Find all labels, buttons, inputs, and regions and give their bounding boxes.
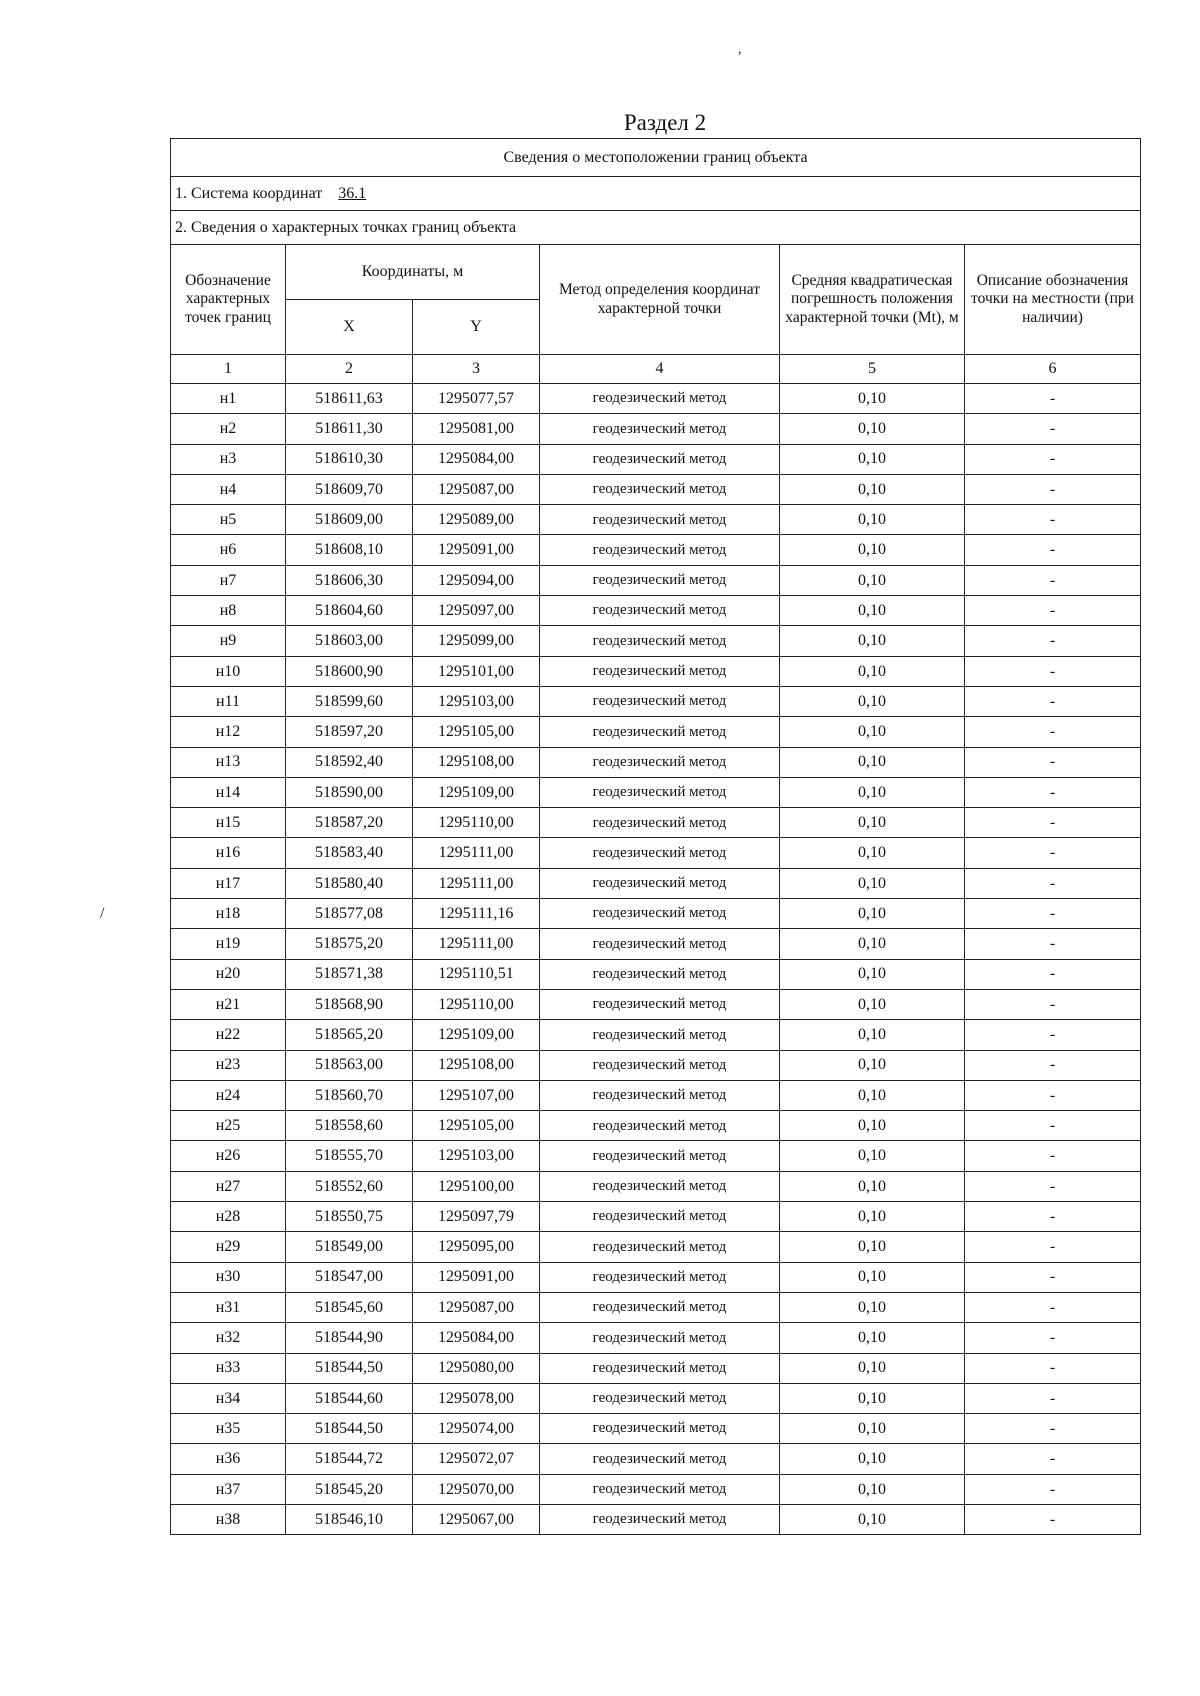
point-id: н36 — [171, 1444, 286, 1474]
point-id: н22 — [171, 1020, 286, 1050]
method: геодезический метод — [540, 1353, 780, 1383]
table-row — [171, 899, 1141, 929]
coord-x: 518546,10 — [286, 1504, 413, 1534]
column-number: 3 — [413, 355, 540, 384]
method: геодезический метод — [540, 626, 780, 656]
table-row — [171, 808, 1141, 838]
coordinate-system-row — [171, 177, 1141, 211]
coord-y: 1295103,00 — [413, 1141, 540, 1171]
coord-y: 1295084,00 — [413, 1323, 540, 1353]
table-row — [171, 1232, 1141, 1262]
coord-y: 1295078,00 — [413, 1383, 540, 1413]
coord-x: 518544,72 — [286, 1444, 413, 1474]
coord-x: 518571,38 — [286, 959, 413, 989]
table-row — [171, 747, 1141, 777]
coord-x: 518544,60 — [286, 1383, 413, 1413]
point-description: - — [965, 1232, 1141, 1262]
point-description: - — [965, 1262, 1141, 1292]
point-id: н11 — [171, 686, 286, 716]
header-designation: Обозначение характерных точек границ — [171, 245, 286, 355]
coordinate-system-label: 1. Система координат — [175, 184, 323, 202]
method: геодезический метод — [540, 1111, 780, 1141]
table-row — [171, 1353, 1141, 1383]
coord-y: 1295110,00 — [413, 808, 540, 838]
point-description: - — [965, 384, 1141, 414]
point-description: - — [965, 1504, 1141, 1534]
method: геодезический метод — [540, 717, 780, 747]
table-row — [171, 777, 1141, 807]
point-description: - — [965, 626, 1141, 656]
column-number: 2 — [286, 355, 413, 384]
coord-x: 518592,40 — [286, 747, 413, 777]
method: геодезический метод — [540, 565, 780, 595]
table-row — [171, 686, 1141, 716]
coord-x: 518599,60 — [286, 686, 413, 716]
table-row — [171, 989, 1141, 1019]
method: геодезический метод — [540, 656, 780, 686]
coord-y: 1295099,00 — [413, 626, 540, 656]
mean-error: 0,10 — [780, 505, 965, 535]
method: геодезический метод — [540, 959, 780, 989]
point-id: н18 — [171, 899, 286, 929]
method: геодезический метод — [540, 1262, 780, 1292]
method: геодезический метод — [540, 686, 780, 716]
table-row — [171, 1323, 1141, 1353]
coord-x: 518547,00 — [286, 1262, 413, 1292]
coord-x: 518587,20 — [286, 808, 413, 838]
method: геодезический метод — [540, 1323, 780, 1353]
point-id: н15 — [171, 808, 286, 838]
coord-y: 1295070,00 — [413, 1474, 540, 1504]
mean-error: 0,10 — [780, 929, 965, 959]
point-description: - — [965, 868, 1141, 898]
coord-y: 1295108,00 — [413, 1050, 540, 1080]
method: геодезический метод — [540, 1202, 780, 1232]
point-description: - — [965, 959, 1141, 989]
point-description: - — [965, 1474, 1141, 1504]
point-description: - — [965, 596, 1141, 626]
point-description: - — [965, 989, 1141, 1019]
header-x: X — [286, 300, 413, 355]
mean-error: 0,10 — [780, 474, 965, 504]
point-description: - — [965, 1050, 1141, 1080]
method: геодезический метод — [540, 1080, 780, 1110]
coord-x: 518555,70 — [286, 1141, 413, 1171]
coord-x: 518560,70 — [286, 1080, 413, 1110]
header-error: Средняя квадратическая погрешность положения характерной точки (Mt), м — [780, 245, 965, 355]
point-id: н12 — [171, 717, 286, 747]
coord-y: 1295100,00 — [413, 1171, 540, 1201]
mean-error: 0,10 — [780, 414, 965, 444]
table-banner: Сведения о местоположении границ объекта — [171, 139, 1141, 177]
header-method: Метод определения координат характерной точки — [540, 245, 780, 355]
point-description: - — [965, 1080, 1141, 1110]
table-row — [171, 1111, 1141, 1141]
coord-y: 1295074,00 — [413, 1414, 540, 1444]
table-row — [171, 596, 1141, 626]
point-description: - — [965, 1111, 1141, 1141]
coord-y: 1295087,00 — [413, 1292, 540, 1322]
coord-x: 518568,90 — [286, 989, 413, 1019]
mean-error: 0,10 — [780, 1504, 965, 1534]
table-row — [171, 1383, 1141, 1413]
method: геодезический метод — [540, 1141, 780, 1171]
method: геодезический метод — [540, 929, 780, 959]
point-id: н2 — [171, 414, 286, 444]
table-row — [171, 1414, 1141, 1444]
point-description: - — [965, 1323, 1141, 1353]
table-row — [171, 1262, 1141, 1292]
column-number: 4 — [540, 355, 780, 384]
mean-error: 0,10 — [780, 535, 965, 565]
coord-x: 518604,60 — [286, 596, 413, 626]
table-row — [171, 1292, 1141, 1322]
mean-error: 0,10 — [780, 1323, 965, 1353]
method: геодезический метод — [540, 1504, 780, 1534]
coord-y: 1295110,00 — [413, 989, 540, 1019]
mean-error: 0,10 — [780, 1050, 965, 1080]
table-row — [171, 1050, 1141, 1080]
point-id: н9 — [171, 626, 286, 656]
coord-x: 518611,30 — [286, 414, 413, 444]
point-id: н8 — [171, 596, 286, 626]
point-id: н31 — [171, 1292, 286, 1322]
mean-error: 0,10 — [780, 1171, 965, 1201]
scan-tick: / — [100, 905, 105, 922]
mean-error: 0,10 — [780, 1292, 965, 1322]
coord-y: 1295072,07 — [413, 1444, 540, 1474]
method: геодезический метод — [540, 777, 780, 807]
point-id: н32 — [171, 1323, 286, 1353]
point-description: - — [965, 686, 1141, 716]
coord-y: 1295091,00 — [413, 535, 540, 565]
coord-y: 1295095,00 — [413, 1232, 540, 1262]
coord-x: 518590,00 — [286, 777, 413, 807]
table-row — [171, 626, 1141, 656]
coord-x: 518609,70 — [286, 474, 413, 504]
point-description: - — [965, 747, 1141, 777]
point-description: - — [965, 474, 1141, 504]
coord-x: 518549,00 — [286, 1232, 413, 1262]
method: геодезический метод — [540, 1020, 780, 1050]
coord-x: 518600,90 — [286, 656, 413, 686]
scan-speck: , — [738, 42, 742, 57]
table-row — [171, 565, 1141, 595]
coord-y: 1295108,00 — [413, 747, 540, 777]
point-id: н16 — [171, 838, 286, 868]
point-id: н13 — [171, 747, 286, 777]
table-row — [171, 384, 1141, 414]
table-row — [171, 1504, 1141, 1534]
coord-y: 1295077,57 — [413, 384, 540, 414]
point-description: - — [965, 838, 1141, 868]
table-row — [171, 1020, 1141, 1050]
point-id: н14 — [171, 777, 286, 807]
mean-error: 0,10 — [780, 1444, 965, 1474]
point-id: н17 — [171, 868, 286, 898]
coord-y: 1295111,00 — [413, 929, 540, 959]
point-description: - — [965, 1141, 1141, 1171]
mean-error: 0,10 — [780, 1353, 965, 1383]
mean-error: 0,10 — [780, 1141, 965, 1171]
mean-error: 0,10 — [780, 596, 965, 626]
table-row — [171, 444, 1141, 474]
table-row — [171, 1080, 1141, 1110]
point-description: - — [965, 717, 1141, 747]
method: геодезический метод — [540, 1292, 780, 1322]
method: геодезический метод — [540, 1383, 780, 1413]
point-id: н33 — [171, 1353, 286, 1383]
coord-x: 518611,63 — [286, 384, 413, 414]
method: геодезический метод — [540, 384, 780, 414]
coord-x: 518552,60 — [286, 1171, 413, 1201]
coord-x: 518563,00 — [286, 1050, 413, 1080]
coord-y: 1295111,16 — [413, 899, 540, 929]
mean-error: 0,10 — [780, 1474, 965, 1504]
coord-y: 1295094,00 — [413, 565, 540, 595]
coord-y: 1295067,00 — [413, 1504, 540, 1534]
method: геодезический метод — [540, 989, 780, 1019]
coord-y: 1295089,00 — [413, 505, 540, 535]
header-description: Описание обозначения точки на местности (при наличии) — [965, 245, 1141, 355]
coordinate-system-value: 36.1 — [338, 184, 367, 202]
mean-error: 0,10 — [780, 717, 965, 747]
point-description: - — [965, 656, 1141, 686]
point-description: - — [965, 505, 1141, 535]
point-description: - — [965, 1171, 1141, 1201]
coord-x: 518610,30 — [286, 444, 413, 474]
coord-y: 1295107,00 — [413, 1080, 540, 1110]
point-id: н1 — [171, 384, 286, 414]
coord-x: 518558,60 — [286, 1111, 413, 1141]
point-description: - — [965, 535, 1141, 565]
mean-error: 0,10 — [780, 1414, 965, 1444]
table-row — [171, 1171, 1141, 1201]
point-description: - — [965, 777, 1141, 807]
coord-x: 518545,60 — [286, 1292, 413, 1322]
point-description: - — [965, 1292, 1141, 1322]
table-row — [171, 505, 1141, 535]
point-id: н19 — [171, 929, 286, 959]
point-id: н21 — [171, 989, 286, 1019]
coord-x: 518565,20 — [286, 1020, 413, 1050]
mean-error: 0,10 — [780, 868, 965, 898]
point-id: н23 — [171, 1050, 286, 1080]
point-description: - — [965, 899, 1141, 929]
column-number: 5 — [780, 355, 965, 384]
mean-error: 0,10 — [780, 656, 965, 686]
coord-x: 518545,20 — [286, 1474, 413, 1504]
coord-y: 1295097,79 — [413, 1202, 540, 1232]
point-description: - — [965, 808, 1141, 838]
point-description: - — [965, 1353, 1141, 1383]
method: геодезический метод — [540, 1171, 780, 1201]
coord-y: 1295109,00 — [413, 1020, 540, 1050]
method: геодезический метод — [540, 414, 780, 444]
mean-error: 0,10 — [780, 747, 965, 777]
point-id: н5 — [171, 505, 286, 535]
mean-error: 0,10 — [780, 899, 965, 929]
point-id: н25 — [171, 1111, 286, 1141]
point-description: - — [965, 444, 1141, 474]
point-id: н3 — [171, 444, 286, 474]
coord-x: 518577,08 — [286, 899, 413, 929]
point-id: н26 — [171, 1141, 286, 1171]
mean-error: 0,10 — [780, 1383, 965, 1413]
coord-x: 518544,90 — [286, 1323, 413, 1353]
mean-error: 0,10 — [780, 686, 965, 716]
table-row — [171, 838, 1141, 868]
coord-x: 518608,10 — [286, 535, 413, 565]
point-description: - — [965, 1202, 1141, 1232]
table-row — [171, 535, 1141, 565]
method: геодезический метод — [540, 474, 780, 504]
method: геодезический метод — [540, 535, 780, 565]
coord-y: 1295109,00 — [413, 777, 540, 807]
section-title: Раздел 2 — [623, 110, 707, 135]
mean-error: 0,10 — [780, 959, 965, 989]
point-description: - — [965, 1020, 1141, 1050]
coord-y: 1295111,00 — [413, 838, 540, 868]
table-row — [171, 959, 1141, 989]
method: геодезический метод — [540, 1474, 780, 1504]
coord-x: 518544,50 — [286, 1353, 413, 1383]
point-id: н7 — [171, 565, 286, 595]
mean-error: 0,10 — [780, 626, 965, 656]
points-section-label: 2. Сведения о характерных точках границ объекта — [171, 211, 1141, 245]
mean-error: 0,10 — [780, 1202, 965, 1232]
point-id: н38 — [171, 1504, 286, 1534]
point-id: н34 — [171, 1383, 286, 1413]
coord-y: 1295101,00 — [413, 656, 540, 686]
point-id: н20 — [171, 959, 286, 989]
point-id: н37 — [171, 1474, 286, 1504]
coord-x: 518609,00 — [286, 505, 413, 535]
mean-error: 0,10 — [780, 1080, 965, 1110]
method: геодезический метод — [540, 1232, 780, 1262]
coord-y: 1295087,00 — [413, 474, 540, 504]
point-id: н30 — [171, 1262, 286, 1292]
coord-y: 1295105,00 — [413, 1111, 540, 1141]
point-id: н35 — [171, 1414, 286, 1444]
point-id: н4 — [171, 474, 286, 504]
coord-x: 518583,40 — [286, 838, 413, 868]
point-id: н6 — [171, 535, 286, 565]
point-description: - — [965, 1383, 1141, 1413]
table-row — [171, 929, 1141, 959]
coord-y: 1295110,51 — [413, 959, 540, 989]
coord-y: 1295080,00 — [413, 1353, 540, 1383]
point-description: - — [965, 565, 1141, 595]
method: геодезический метод — [540, 596, 780, 626]
mean-error: 0,10 — [780, 1020, 965, 1050]
table-row — [171, 717, 1141, 747]
method: геодезический метод — [540, 899, 780, 929]
header-y: Y — [413, 300, 540, 355]
coord-x: 518575,20 — [286, 929, 413, 959]
coord-y: 1295111,00 — [413, 868, 540, 898]
point-id: н27 — [171, 1171, 286, 1201]
method: геодезический метод — [540, 1050, 780, 1080]
table-row — [171, 1202, 1141, 1232]
coord-y: 1295081,00 — [413, 414, 540, 444]
coord-y: 1295103,00 — [413, 686, 540, 716]
table-row — [171, 1474, 1141, 1504]
table-row — [171, 656, 1141, 686]
column-number: 6 — [965, 355, 1141, 384]
point-description: - — [965, 929, 1141, 959]
coord-x: 518544,50 — [286, 1414, 413, 1444]
mean-error: 0,10 — [780, 777, 965, 807]
table-row — [171, 1141, 1141, 1171]
coord-x: 518606,30 — [286, 565, 413, 595]
point-description: - — [965, 1414, 1141, 1444]
table-row — [171, 868, 1141, 898]
method: геодезический метод — [540, 747, 780, 777]
coord-y: 1295084,00 — [413, 444, 540, 474]
point-description: - — [965, 1444, 1141, 1474]
method: геодезический метод — [540, 1444, 780, 1474]
method: геодезический метод — [540, 838, 780, 868]
method: геодезический метод — [540, 808, 780, 838]
mean-error: 0,10 — [780, 989, 965, 1019]
coord-y: 1295091,00 — [413, 1262, 540, 1292]
method: геодезический метод — [540, 444, 780, 474]
point-id: н28 — [171, 1202, 286, 1232]
coord-x: 518580,40 — [286, 868, 413, 898]
coord-y: 1295097,00 — [413, 596, 540, 626]
point-id: н29 — [171, 1232, 286, 1262]
coord-x: 518550,75 — [286, 1202, 413, 1232]
coord-x: 518603,00 — [286, 626, 413, 656]
table-row — [171, 1444, 1141, 1474]
method: геодезический метод — [540, 505, 780, 535]
coord-y: 1295105,00 — [413, 717, 540, 747]
point-id: н10 — [171, 656, 286, 686]
point-id: н24 — [171, 1080, 286, 1110]
mean-error: 0,10 — [780, 444, 965, 474]
table-row — [171, 474, 1141, 504]
mean-error: 0,10 — [780, 1232, 965, 1262]
method: геодезический метод — [540, 1414, 780, 1444]
boundary-points-table — [170, 138, 1141, 1535]
table-row — [171, 414, 1141, 444]
point-description: - — [965, 414, 1141, 444]
mean-error: 0,10 — [780, 1111, 965, 1141]
mean-error: 0,10 — [780, 808, 965, 838]
mean-error: 0,10 — [780, 384, 965, 414]
coord-x: 518597,20 — [286, 717, 413, 747]
header-coordinates: Координаты, м — [286, 245, 540, 300]
column-number: 1 — [171, 355, 286, 384]
method: геодезический метод — [540, 868, 780, 898]
mean-error: 0,10 — [780, 1262, 965, 1292]
mean-error: 0,10 — [780, 838, 965, 868]
mean-error: 0,10 — [780, 565, 965, 595]
